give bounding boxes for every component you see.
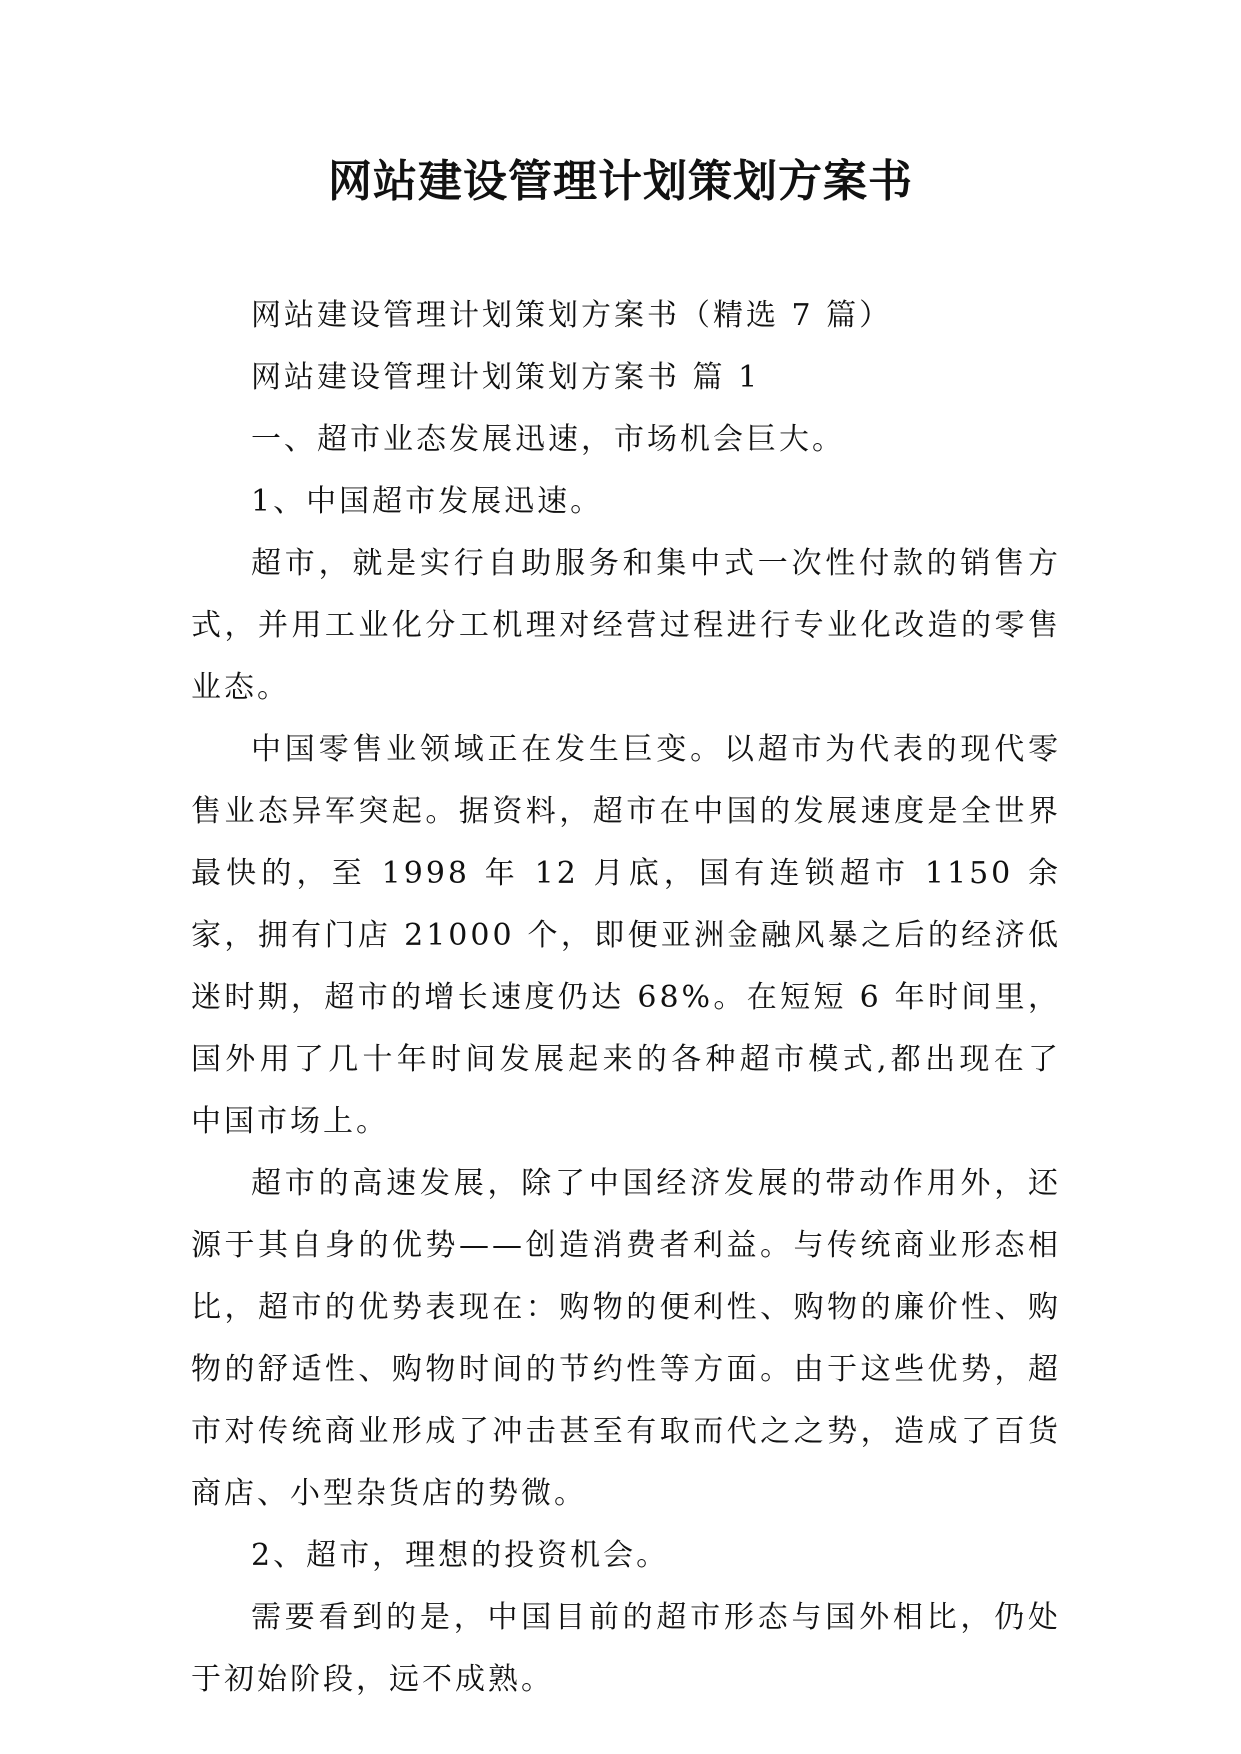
paragraph-body: 中国零售业领域正在发生巨变。以超市为代表的现代零售业态异军突起。据资料，超市在中国的发展速度是全世界最快的，至 1998 年 12 月底，国有连锁超市 1150 余家，拥有门店 21000 个，即便亚洲金融风暴之后的经济低迷时期，超市的增长速度仍达 68%。在短短 6 年时间里，国外用了几十年时间发展起来的各种超市模式,都出现在了中国市场上。 (191, 732, 1061, 1139)
paragraph-subheading-1: 1、中国超市发展迅速。 (251, 484, 604, 519)
paragraph-subtitle: 网站建设管理计划策划方案书（精选 7 篇） (251, 298, 893, 333)
paragraph-heading-1: 一、超市业态发展迅速，市场机会巨大。 (251, 422, 845, 457)
document-body (191, 285, 1061, 1711)
paragraph-section-heading: 网站建设管理计划策划方案书 篇 1 (251, 360, 761, 395)
paragraph-body: 需要看到的是，中国目前的超市形态与国外相比，仍处于初始阶段，远不成熟。 (191, 1600, 1061, 1697)
paragraph-subheading-2: 2、超市，理想的投资机会。 (251, 1538, 670, 1573)
document-title: 网站建设管理计划策划方案书 (328, 156, 913, 207)
paragraph-body: 超市，就是实行自助服务和集中式一次性付款的销售方式，并用工业化分工机理对经营过程进行专业化改造的零售业态。 (191, 546, 1061, 705)
paragraph-body: 超市的高速发展，除了中国经济发展的带动作用外，还源于其自身的优势——创造消费者利益。与传统商业形态相比，超市的优势表现在：购物的便利性、购物的廉价性、购物的舒适性、购物时间的节约性等方面。由于这些优势，超市对传统商业形成了冲击甚至有取而代之之势，造成了百货商店、小型杂货店的势微。 (191, 1166, 1061, 1511)
